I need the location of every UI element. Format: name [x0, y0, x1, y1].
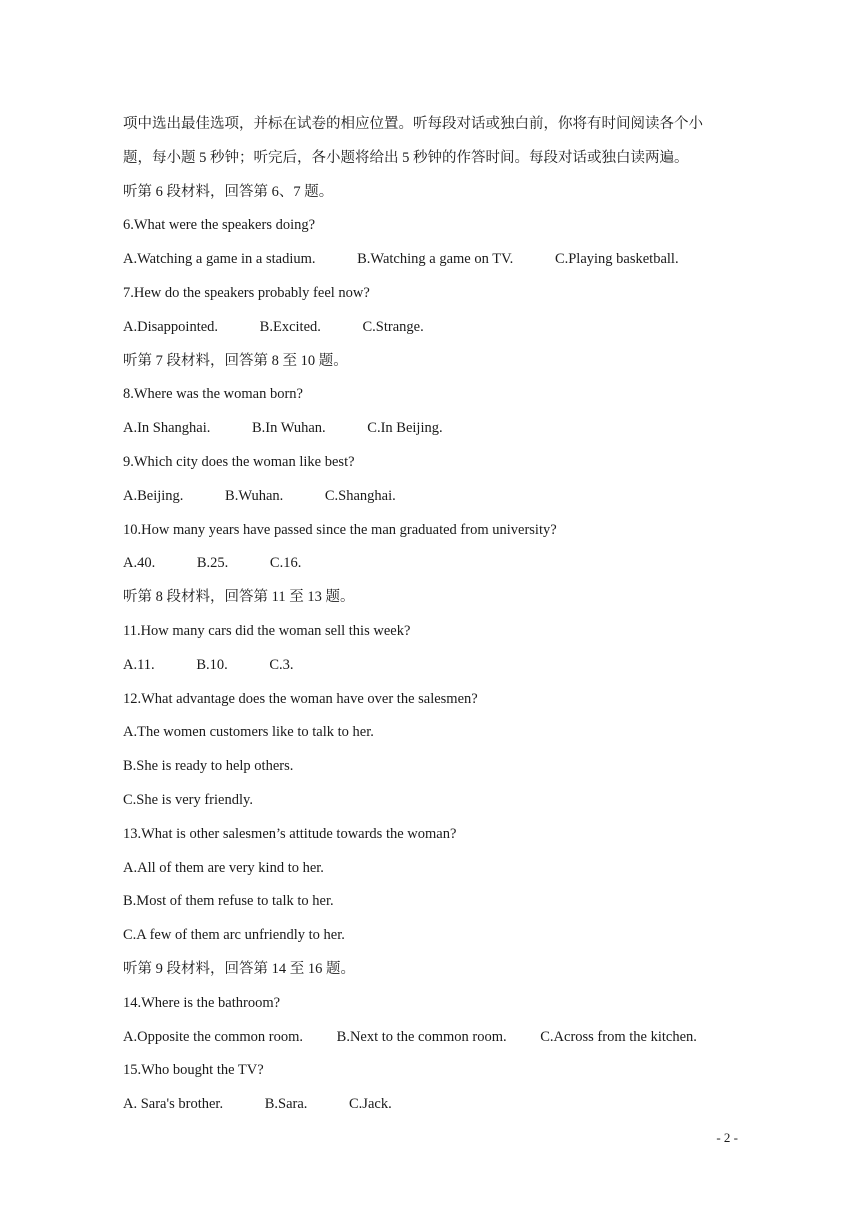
question-11: 11.How many cars did the woman sell this week? [123, 622, 411, 639]
option-10c: C.16. [269, 555, 302, 572]
option-7a: A.Disappointed. [123, 318, 219, 335]
option-6b: B.Watching a game on TV. [357, 251, 514, 268]
option-13b: B.Most of them refuse to talk to her. [123, 893, 334, 910]
option-8c: C.In Beijing. [367, 420, 443, 437]
option-13a: A.All of them are very kind to her. [123, 859, 324, 876]
option-8b: B.In Wuhan. [252, 420, 326, 437]
option-9c: C.Shanghai. [324, 487, 396, 504]
option-12b: B.She is ready to help others. [123, 758, 294, 775]
option-9b: B.Wuhan. [225, 487, 284, 504]
document-page [123, 108, 743, 1122]
option-11c: C.3. [269, 656, 294, 673]
question-7: 7.Hew do the speakers probably feel now? [123, 284, 370, 301]
question-9: 9.Which city does the woman like best? [123, 453, 355, 470]
option-15a: A. Sara's brother. [123, 1096, 224, 1113]
option-11a: A.11. [123, 656, 155, 673]
question-9-options [123, 480, 743, 514]
option-14b: B.Next to the common room. [336, 1028, 507, 1045]
question-12: 12.What advantage does the woman have over the salesmen? [123, 690, 478, 707]
option-9a: A.Beijing. [123, 487, 184, 504]
option-6c: C.Playing basketball. [554, 251, 679, 268]
section-heading-7: 听第 7 段材料，回答第 8 至 10 题。 [123, 352, 348, 369]
question-10: 10.How many years have passed since the man graduated from university? [123, 521, 557, 538]
question-13: 13.What is other salesmen’s attitude towards the woman? [123, 825, 457, 842]
question-7-options [123, 311, 743, 345]
question-10-options [123, 547, 743, 581]
question-14: 14.Where is the bathroom? [123, 994, 281, 1011]
question-15: 15.Who bought the TV? [123, 1062, 264, 1079]
option-8a: A.In Shanghai. [123, 420, 211, 437]
option-15c: C.Jack. [349, 1096, 392, 1113]
option-14a: A.Opposite the common room. [123, 1028, 304, 1045]
page-number: - 2 - [716, 1130, 738, 1145]
question-6-options [123, 243, 743, 277]
question-8: 8.Where was the woman born? [123, 386, 303, 403]
option-14c: C.Across from the kitchen. [540, 1028, 697, 1045]
option-6a: A.Watching a game in a stadium. [123, 251, 316, 268]
section-heading-6: 听第 6 段材料，回答第 6、7 题。 [123, 183, 334, 200]
option-10b: B.25. [196, 555, 229, 572]
question-11-options [123, 649, 743, 683]
question-6: 6.What were the speakers doing? [123, 217, 316, 234]
option-7c: C.Strange. [362, 318, 424, 335]
question-8-options [123, 412, 743, 446]
option-12c: C.She is very friendly. [123, 791, 253, 808]
option-11b: B.10. [196, 656, 228, 673]
question-15-options [123, 1088, 743, 1122]
instructions-line-1: 项中选出最佳选项，并标在试卷的相应位置。听每段对话或独白前，你将有时间阅读各个小 [123, 116, 703, 132]
section-heading-9: 听第 9 段材料，回答第 14 至 16 题。 [123, 960, 355, 977]
section-heading-8: 听第 8 段材料，回答第 11 至 13 题。 [123, 589, 355, 606]
option-13c: C.A few of them arc unfriendly to her. [123, 927, 345, 944]
instructions-line-2: 题，每小题 5 秒钟；听完后，各小题将给出 5 秒钟的作答时间。每段对话或独白读两遍。 [123, 149, 689, 166]
option-15b: B.Sara. [264, 1096, 308, 1113]
option-12a: A.The women customers like to talk to her. [123, 724, 374, 741]
option-7b: B.Excited. [259, 318, 321, 335]
question-14-options [123, 1021, 743, 1055]
option-10a: A.40. [123, 555, 156, 572]
